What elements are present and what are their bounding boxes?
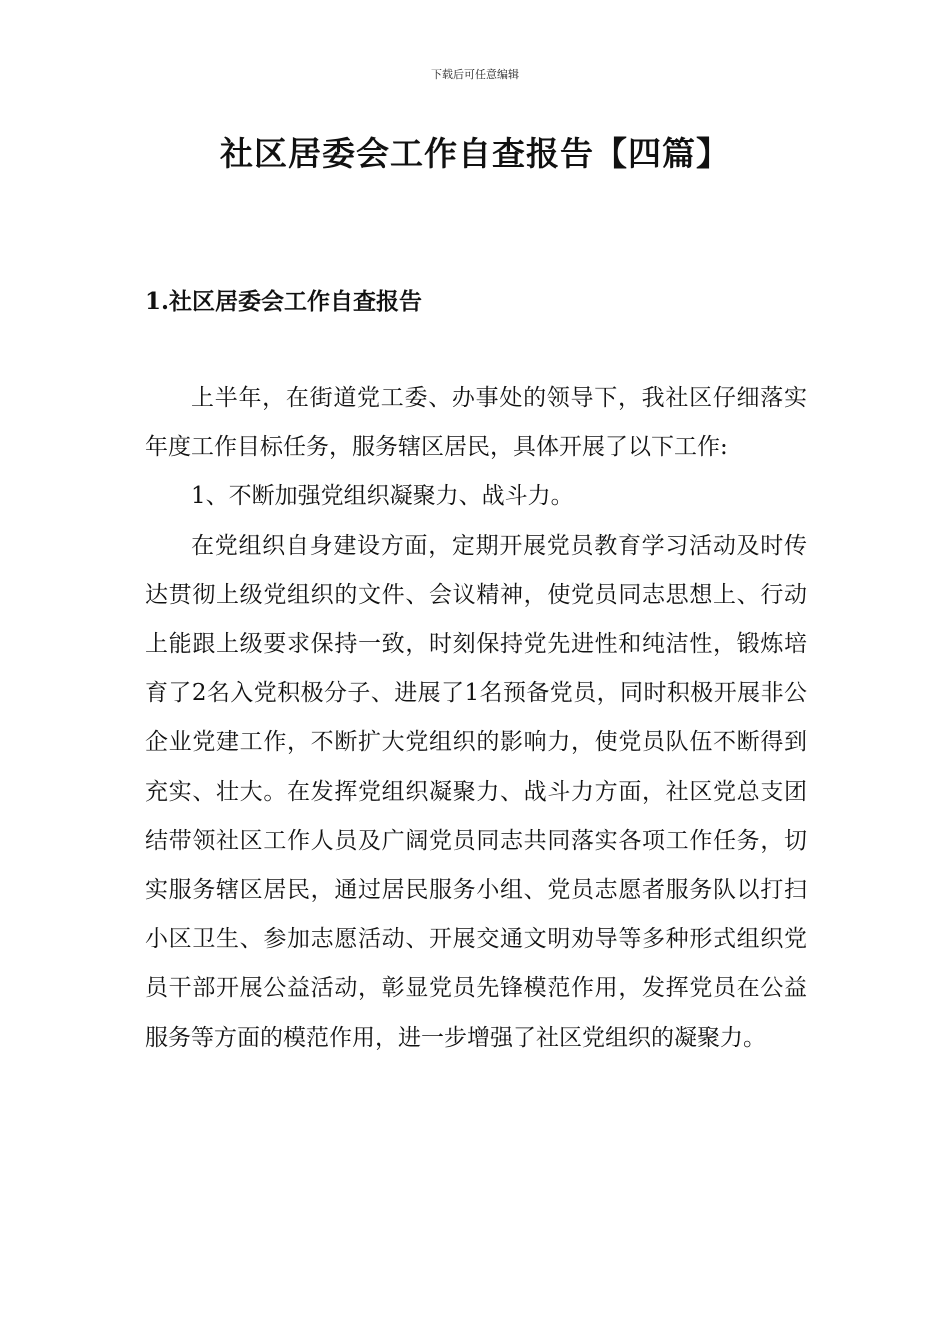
- body-text: [145, 374, 807, 1063]
- paragraph: 上半年，在街道党工委、办事处的领导下，我社区仔细落实年度工作目标任务，服务辖区居民，具体开展了以下工作:: [145, 385, 807, 461]
- paragraph: 在党组织自身建设方面，定期开展党员教育学习活动及时传达贯彻上级党组织的文件、会议精神，使党员同志思想上、行动上能跟上级要求保持一致，时刻保持党先进性和纯洁性，锻炼培育了2名入党积极分子、进展了1名预备党员，同时积极开展非公企业党建工作，不断扩大党组织的影响力，使党员队伍不断得到充实、壮大。在发挥党组织凝聚力、战斗力方面，社区党总支团结带领社区工作人员及广阔党员同志共同落实各项工作任务，切实服务辖区居民，通过居民服务小组、党员志愿者服务队以打扫小区卫生、参加志愿活动、开展交通文明劝导等多种形式组织党员干部开展公益活动，彰显党员先锋模范作用，发挥党员在公益服务等方面的模范作用，进一步增强了社区党组织的凝聚力。: [145, 532, 807, 1051]
- paragraph: 1、不断加强党组织凝聚力、战斗力。: [191, 483, 574, 510]
- section-heading: 1.社区居委会工作自查报告: [145, 288, 423, 315]
- document-title: 社区居委会工作自查报告【四篇】: [220, 134, 730, 173]
- header-note: 下载后可任意编辑: [431, 68, 519, 81]
